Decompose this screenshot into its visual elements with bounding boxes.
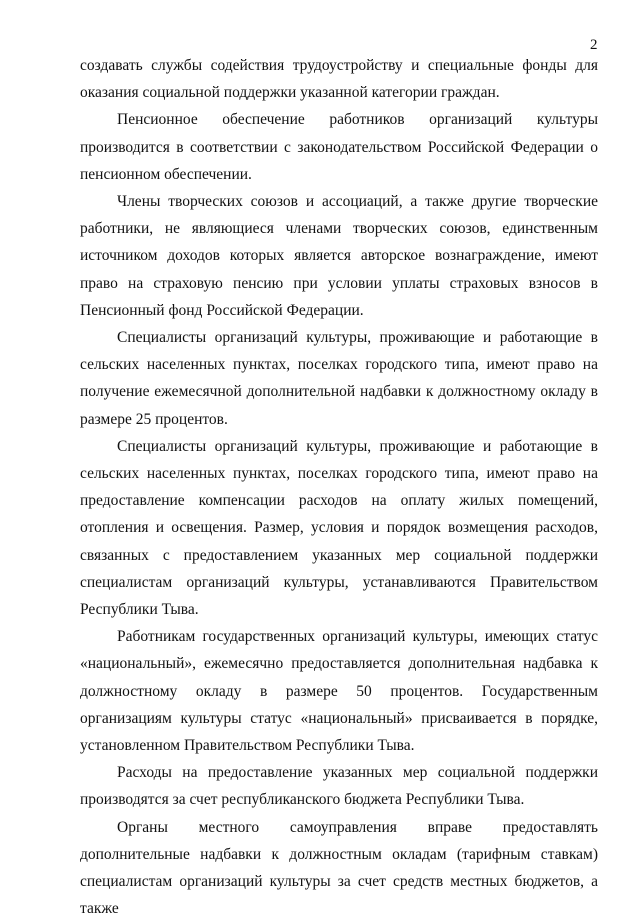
paragraph-housing-compensation: Специалисты организаций культуры, проживающие и работающие в сельских населенных пунктах, поселках городского типа, имеют право на предоставление компенсации расходов на оплату жилых помещений, отопления и освещения. Размер, условия и порядок возмещения расходов, связанных с предоставлением указанных мер социальной поддержки специалистам организаций культуры, устанавливаются Правительством Республики Тыва.	[80, 437, 598, 619]
page-number: 2	[590, 37, 598, 53]
paragraph-creative-unions: Члены творческих союзов и ассоциаций, а также другие творческие работники, не являющиеся членами творческих союзов, единственным источником доходов которых является авторское вознаграждение, имеют право на страховую пенсию при условии уплаты страховых взносов в Пенсионный фонд Российской Федерации.	[80, 193, 598, 319]
document-body	[80, 52, 598, 923]
paragraph-national-status: Работникам государственных организаций культуры, имеющих статус «национальный», ежемесячно предоставляется дополнительная надбавка к должностному окладу в размере 50 процентов. Государственным организациям культуры статус «национальный» присваивается в порядке, установленном Правительством Республики Тыва.	[80, 628, 598, 755]
paragraph-budget-expenses: Расходы на предоставление указанных мер социальной поддержки производятся за счет республиканского бюджета Республики Тыва.	[80, 764, 598, 809]
paragraph-continuation: создавать службы содействия трудоустройству и специальные фонды для оказания социальной поддержки указанной категории граждан.	[80, 57, 598, 102]
paragraph-pension: Пенсионное обеспечение работников организаций культуры производится в соответствии с законодательством Российской Федерации о пенсионном обеспечении.	[80, 111, 598, 183]
paragraph-rural-allowance: Специалисты организаций культуры, проживающие и работающие в сельских населенных пунктах, поселках городского типа, имеют право на получение ежемесячной дополнительной надбавки к должностному окладу в размере 25 процентов.	[80, 329, 598, 428]
paragraph-local-government: Органы местного самоуправления вправе предоставлять дополнительные надбавки к должностным окладам (тарифным ставкам) специалистам организаций культуры за счет средств местных бюджетов, а также	[80, 818, 598, 918]
